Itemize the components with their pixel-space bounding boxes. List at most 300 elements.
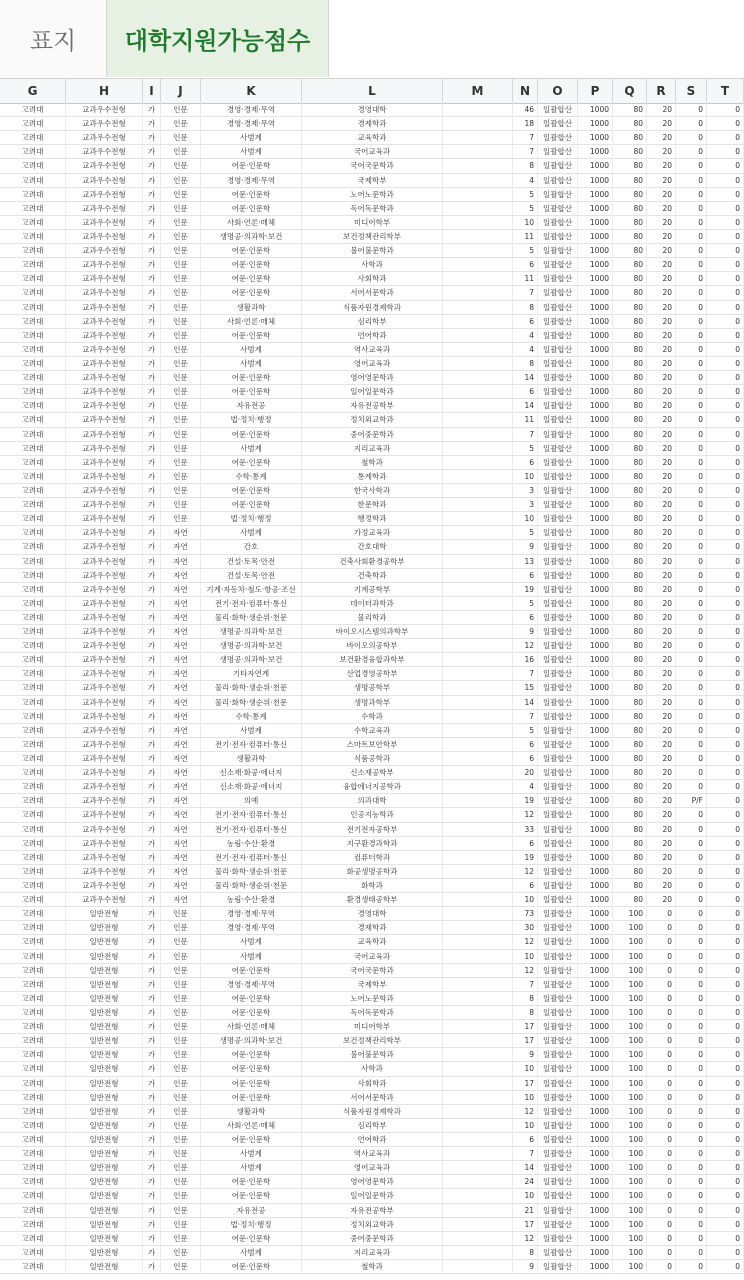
cell-r[interactable]: 20	[647, 766, 676, 780]
cell-i[interactable]: 가	[143, 583, 161, 597]
cell-t[interactable]: 0	[707, 1034, 744, 1048]
cell-k[interactable]: 사회·언론·매체	[201, 216, 302, 230]
cell-n[interactable]: 12	[513, 1232, 538, 1246]
cell-l[interactable]: 철학과	[302, 456, 443, 470]
cell-r[interactable]: 0	[647, 1020, 676, 1034]
cell-p[interactable]: 1000	[578, 1246, 613, 1260]
cell-i[interactable]: 가	[143, 653, 161, 667]
cell-r[interactable]: 0	[647, 1147, 676, 1161]
cell-j[interactable]: 인문	[161, 258, 201, 272]
cell-l[interactable]: 독어독문학과	[302, 202, 443, 216]
cell-q[interactable]: 100	[613, 1260, 647, 1274]
cell-s[interactable]: 0	[676, 1062, 707, 1076]
cell-r[interactable]: 20	[647, 315, 676, 329]
cell-n[interactable]: 12	[513, 865, 538, 879]
cell-j[interactable]: 자연	[161, 583, 201, 597]
cell-q[interactable]: 80	[613, 188, 647, 202]
cell-p[interactable]: 1000	[578, 625, 613, 639]
cell-m[interactable]	[443, 569, 513, 583]
cell-g[interactable]: 고려대	[0, 766, 66, 780]
cell-p[interactable]: 1000	[578, 301, 613, 315]
cell-l[interactable]: 자유전공학부	[302, 1204, 443, 1218]
cell-k[interactable]: 생명공·의과학·보건	[201, 639, 302, 653]
cell-g[interactable]: 고려대	[0, 456, 66, 470]
cell-q[interactable]: 80	[613, 625, 647, 639]
cell-o[interactable]: 일괄합산	[538, 244, 578, 258]
cell-s[interactable]: 0	[676, 159, 707, 173]
cell-i[interactable]: 가	[143, 385, 161, 399]
cell-p[interactable]: 1000	[578, 907, 613, 921]
cell-t[interactable]: 0	[707, 935, 744, 949]
cell-p[interactable]: 1000	[578, 1218, 613, 1232]
cell-i[interactable]: 가	[143, 442, 161, 456]
cell-n[interactable]: 7	[513, 131, 538, 145]
cell-m[interactable]	[443, 823, 513, 837]
cell-g[interactable]: 고려대	[0, 724, 66, 738]
cell-l[interactable]: 영어교육과	[302, 357, 443, 371]
cell-n[interactable]: 8	[513, 1006, 538, 1020]
cell-p[interactable]: 1000	[578, 681, 613, 695]
cell-s[interactable]: 0	[676, 1105, 707, 1119]
cell-i[interactable]: 가	[143, 907, 161, 921]
cell-o[interactable]: 일괄합산	[538, 667, 578, 681]
cell-o[interactable]: 일괄합산	[538, 202, 578, 216]
cell-n[interactable]: 10	[513, 1119, 538, 1133]
cell-r[interactable]: 0	[647, 1260, 676, 1274]
cell-o[interactable]: 일괄합산	[538, 583, 578, 597]
cell-i[interactable]: 가	[143, 357, 161, 371]
cell-m[interactable]	[443, 230, 513, 244]
cell-i[interactable]: 가	[143, 978, 161, 992]
cell-l[interactable]: 행정학과	[302, 512, 443, 526]
cell-s[interactable]: 0	[676, 555, 707, 569]
cell-p[interactable]: 1000	[578, 837, 613, 851]
cell-t[interactable]: 0	[707, 1189, 744, 1203]
cell-g[interactable]: 고려대	[0, 1020, 66, 1034]
cell-m[interactable]	[443, 343, 513, 357]
cell-o[interactable]: 일괄합산	[538, 1034, 578, 1048]
cell-l[interactable]: 영어영문학과	[302, 1175, 443, 1189]
cell-j[interactable]: 자연	[161, 851, 201, 865]
cell-o[interactable]: 일괄합산	[538, 639, 578, 653]
cell-q[interactable]: 100	[613, 1020, 647, 1034]
cell-m[interactable]	[443, 1020, 513, 1034]
cell-j[interactable]: 인문	[161, 456, 201, 470]
cell-q[interactable]: 80	[613, 569, 647, 583]
cell-k[interactable]: 전기·전자·컴퓨터·통신	[201, 738, 302, 752]
cell-q[interactable]: 80	[613, 540, 647, 554]
cell-o[interactable]: 일괄합산	[538, 258, 578, 272]
cell-q[interactable]: 80	[613, 117, 647, 131]
cell-r[interactable]: 20	[647, 865, 676, 879]
cell-o[interactable]: 일괄합산	[538, 456, 578, 470]
cell-n[interactable]: 6	[513, 879, 538, 893]
cell-q[interactable]: 80	[613, 230, 647, 244]
cell-m[interactable]	[443, 1105, 513, 1119]
cell-r[interactable]: 0	[647, 1048, 676, 1062]
cell-h[interactable]: 교과우수전형	[66, 766, 143, 780]
cell-j[interactable]: 자연	[161, 766, 201, 780]
cell-o[interactable]: 일괄합산	[538, 343, 578, 357]
cell-l[interactable]: 컴퓨터학과	[302, 851, 443, 865]
cell-t[interactable]: 0	[707, 1147, 744, 1161]
cell-k[interactable]: 건설·토목·안전	[201, 569, 302, 583]
cell-p[interactable]: 1000	[578, 131, 613, 145]
cell-j[interactable]: 인문	[161, 950, 201, 964]
cell-m[interactable]	[443, 681, 513, 695]
cell-i[interactable]: 가	[143, 272, 161, 286]
cell-g[interactable]: 고려대	[0, 583, 66, 597]
cell-k[interactable]: 신소재·화공·에너지	[201, 766, 302, 780]
cell-m[interactable]	[443, 907, 513, 921]
cell-n[interactable]: 17	[513, 1034, 538, 1048]
cell-t[interactable]: 0	[707, 625, 744, 639]
cell-q[interactable]: 100	[613, 1062, 647, 1076]
cell-s[interactable]: 0	[676, 470, 707, 484]
cell-g[interactable]: 고려대	[0, 1204, 66, 1218]
cell-q[interactable]: 100	[613, 921, 647, 935]
cell-m[interactable]	[443, 1161, 513, 1175]
cell-r[interactable]: 20	[647, 498, 676, 512]
cell-k[interactable]: 생명공·의과학·보건	[201, 230, 302, 244]
cell-j[interactable]: 자연	[161, 681, 201, 695]
cell-j[interactable]: 인문	[161, 145, 201, 159]
cell-r[interactable]: 20	[647, 413, 676, 427]
cell-r[interactable]: 20	[647, 696, 676, 710]
cell-n[interactable]: 6	[513, 611, 538, 625]
cell-h[interactable]: 교과우수전형	[66, 357, 143, 371]
cell-h[interactable]: 교과우수전형	[66, 329, 143, 343]
cell-m[interactable]	[443, 667, 513, 681]
cell-k[interactable]: 사범계	[201, 343, 302, 357]
cell-q[interactable]: 100	[613, 1189, 647, 1203]
cell-s[interactable]: 0	[676, 611, 707, 625]
cell-k[interactable]: 생명공·의과학·보건	[201, 625, 302, 639]
cell-o[interactable]: 일괄합산	[538, 1020, 578, 1034]
cell-g[interactable]: 고려대	[0, 301, 66, 315]
cell-p[interactable]: 1000	[578, 343, 613, 357]
cell-i[interactable]: 가	[143, 752, 161, 766]
cell-r[interactable]: 0	[647, 1105, 676, 1119]
cell-n[interactable]: 8	[513, 159, 538, 173]
cell-j[interactable]: 인문	[161, 992, 201, 1006]
cell-h[interactable]: 교과우수전형	[66, 526, 143, 540]
cell-j[interactable]: 인문	[161, 1034, 201, 1048]
cell-l[interactable]: 정치외교학과	[302, 1218, 443, 1232]
cell-k[interactable]: 어문·인문학	[201, 992, 302, 1006]
cell-q[interactable]: 80	[613, 329, 647, 343]
cell-l[interactable]: 의과대학	[302, 794, 443, 808]
cell-s[interactable]: 0	[676, 174, 707, 188]
cell-l[interactable]: 일어일문학과	[302, 1189, 443, 1203]
cell-t[interactable]: 0	[707, 808, 744, 822]
cell-l[interactable]: 경제학과	[302, 117, 443, 131]
cell-g[interactable]: 고려대	[0, 569, 66, 583]
cell-h[interactable]: 일반전형	[66, 964, 143, 978]
cell-t[interactable]: 0	[707, 583, 744, 597]
cell-n[interactable]: 7	[513, 286, 538, 300]
cell-p[interactable]: 1000	[578, 1034, 613, 1048]
cell-h[interactable]: 교과우수전형	[66, 470, 143, 484]
cell-j[interactable]: 인문	[161, 1048, 201, 1062]
cell-t[interactable]: 0	[707, 1161, 744, 1175]
cell-k[interactable]: 사범계	[201, 935, 302, 949]
cell-j[interactable]: 인문	[161, 202, 201, 216]
cell-o[interactable]: 일괄합산	[538, 808, 578, 822]
cell-m[interactable]	[443, 865, 513, 879]
cell-o[interactable]: 일괄합산	[538, 569, 578, 583]
cell-m[interactable]	[443, 258, 513, 272]
cell-t[interactable]: 0	[707, 329, 744, 343]
cell-o[interactable]: 일괄합산	[538, 794, 578, 808]
cell-s[interactable]: 0	[676, 1077, 707, 1091]
cell-q[interactable]: 100	[613, 907, 647, 921]
cell-n[interactable]: 6	[513, 738, 538, 752]
cell-k[interactable]: 어문·인문학	[201, 258, 302, 272]
cell-o[interactable]: 일괄합산	[538, 131, 578, 145]
cell-t[interactable]: 0	[707, 823, 744, 837]
cell-p[interactable]: 1000	[578, 978, 613, 992]
cell-m[interactable]	[443, 950, 513, 964]
cell-h[interactable]: 교과우수전형	[66, 611, 143, 625]
cell-o[interactable]: 일괄합산	[538, 174, 578, 188]
cell-p[interactable]: 1000	[578, 244, 613, 258]
cell-n[interactable]: 12	[513, 964, 538, 978]
cell-g[interactable]: 고려대	[0, 159, 66, 173]
cell-j[interactable]: 인문	[161, 371, 201, 385]
cell-l[interactable]: 지리교육과	[302, 442, 443, 456]
cell-k[interactable]: 어문·인문학	[201, 964, 302, 978]
cell-n[interactable]: 73	[513, 907, 538, 921]
cell-s[interactable]: 0	[676, 1119, 707, 1133]
cell-i[interactable]: 가	[143, 1204, 161, 1218]
cell-t[interactable]: 0	[707, 272, 744, 286]
cell-o[interactable]: 일괄합산	[538, 611, 578, 625]
cell-n[interactable]: 12	[513, 1105, 538, 1119]
cell-j[interactable]: 인문	[161, 428, 201, 442]
cell-n[interactable]: 17	[513, 1218, 538, 1232]
cell-s[interactable]: 0	[676, 681, 707, 695]
cell-o[interactable]: 일괄합산	[538, 272, 578, 286]
cell-m[interactable]	[443, 964, 513, 978]
cell-t[interactable]: 0	[707, 865, 744, 879]
cell-o[interactable]: 일괄합산	[538, 159, 578, 173]
cell-p[interactable]: 1000	[578, 823, 613, 837]
cell-o[interactable]: 일괄합산	[538, 1232, 578, 1246]
cell-s[interactable]: 0	[676, 780, 707, 794]
cell-r[interactable]: 20	[647, 343, 676, 357]
cell-m[interactable]	[443, 1062, 513, 1076]
cell-n[interactable]: 3	[513, 498, 538, 512]
column-header-i[interactable]: I	[143, 79, 161, 103]
cell-n[interactable]: 30	[513, 921, 538, 935]
cell-j[interactable]: 자연	[161, 752, 201, 766]
cell-p[interactable]: 1000	[578, 371, 613, 385]
cell-o[interactable]: 일괄합산	[538, 230, 578, 244]
cell-r[interactable]: 0	[647, 1204, 676, 1218]
cell-m[interactable]	[443, 131, 513, 145]
cell-n[interactable]: 9	[513, 1260, 538, 1274]
cell-n[interactable]: 10	[513, 470, 538, 484]
cell-t[interactable]: 0	[707, 837, 744, 851]
cell-p[interactable]: 1000	[578, 696, 613, 710]
cell-k[interactable]: 어문·인문학	[201, 1133, 302, 1147]
cell-t[interactable]: 0	[707, 710, 744, 724]
cell-n[interactable]: 13	[513, 555, 538, 569]
cell-q[interactable]: 80	[613, 202, 647, 216]
cell-g[interactable]: 고려대	[0, 357, 66, 371]
cell-p[interactable]: 1000	[578, 667, 613, 681]
cell-j[interactable]: 자연	[161, 837, 201, 851]
cell-i[interactable]: 가	[143, 950, 161, 964]
cell-k[interactable]: 자유전공	[201, 399, 302, 413]
cell-p[interactable]: 1000	[578, 1077, 613, 1091]
cell-m[interactable]	[443, 1034, 513, 1048]
cell-o[interactable]: 일괄합산	[538, 286, 578, 300]
cell-h[interactable]: 교과우수전형	[66, 823, 143, 837]
cell-m[interactable]	[443, 597, 513, 611]
cell-n[interactable]: 7	[513, 978, 538, 992]
cell-q[interactable]: 100	[613, 1091, 647, 1105]
cell-p[interactable]: 1000	[578, 1006, 613, 1020]
cell-s[interactable]: 0	[676, 526, 707, 540]
cell-h[interactable]: 교과우수전형	[66, 555, 143, 569]
cell-k[interactable]: 생명공·의과학·보건	[201, 1034, 302, 1048]
cell-h[interactable]: 일반전형	[66, 1204, 143, 1218]
cell-l[interactable]: 식품자원경제학과	[302, 1105, 443, 1119]
cell-n[interactable]: 8	[513, 301, 538, 315]
cell-p[interactable]: 1000	[578, 766, 613, 780]
cell-q[interactable]: 80	[613, 343, 647, 357]
cell-i[interactable]: 가	[143, 1077, 161, 1091]
cell-j[interactable]: 인문	[161, 1077, 201, 1091]
cell-k[interactable]: 사범계	[201, 724, 302, 738]
column-header-k[interactable]: K	[201, 79, 302, 103]
cell-q[interactable]: 80	[613, 710, 647, 724]
cell-h[interactable]: 일반전형	[66, 1218, 143, 1232]
spreadsheet-grid[interactable]	[0, 103, 744, 1280]
cell-l[interactable]: 바이오시스템의과학부	[302, 625, 443, 639]
cell-l[interactable]: 보건정책관리학부	[302, 1034, 443, 1048]
cell-o[interactable]: 일괄합산	[538, 442, 578, 456]
cell-r[interactable]: 20	[647, 653, 676, 667]
cell-h[interactable]: 교과우수전형	[66, 837, 143, 851]
cell-t[interactable]: 0	[707, 752, 744, 766]
cell-t[interactable]: 0	[707, 117, 744, 131]
cell-g[interactable]: 고려대	[0, 879, 66, 893]
cell-q[interactable]: 80	[613, 794, 647, 808]
cell-l[interactable]: 수학교육과	[302, 724, 443, 738]
cell-q[interactable]: 80	[613, 808, 647, 822]
cell-i[interactable]: 가	[143, 456, 161, 470]
cell-r[interactable]: 0	[647, 1218, 676, 1232]
cell-r[interactable]: 20	[647, 780, 676, 794]
cell-k[interactable]: 물리·화학·생순위·천문	[201, 879, 302, 893]
cell-n[interactable]: 10	[513, 1091, 538, 1105]
cell-h[interactable]: 교과우수전형	[66, 498, 143, 512]
cell-n[interactable]: 12	[513, 808, 538, 822]
cell-i[interactable]: 가	[143, 625, 161, 639]
cell-t[interactable]: 0	[707, 1105, 744, 1119]
cell-i[interactable]: 가	[143, 301, 161, 315]
cell-t[interactable]: 0	[707, 357, 744, 371]
cell-j[interactable]: 인문	[161, 978, 201, 992]
cell-h[interactable]: 교과우수전형	[66, 103, 143, 117]
cell-t[interactable]: 0	[707, 188, 744, 202]
cell-o[interactable]: 일괄합산	[538, 329, 578, 343]
cell-q[interactable]: 80	[613, 258, 647, 272]
cell-o[interactable]: 일괄합산	[538, 950, 578, 964]
cell-k[interactable]: 의예	[201, 794, 302, 808]
cell-h[interactable]: 일반전형	[66, 1133, 143, 1147]
cell-t[interactable]: 0	[707, 879, 744, 893]
cell-j[interactable]: 인문	[161, 1175, 201, 1189]
cell-k[interactable]: 건설·토목·안전	[201, 555, 302, 569]
cell-p[interactable]: 1000	[578, 385, 613, 399]
cell-n[interactable]: 8	[513, 357, 538, 371]
cell-j[interactable]: 자연	[161, 540, 201, 554]
cell-j[interactable]: 인문	[161, 1091, 201, 1105]
cell-i[interactable]: 가	[143, 498, 161, 512]
cell-n[interactable]: 5	[513, 442, 538, 456]
cell-t[interactable]: 0	[707, 1006, 744, 1020]
cell-h[interactable]: 교과우수전형	[66, 597, 143, 611]
cell-t[interactable]: 0	[707, 216, 744, 230]
cell-s[interactable]: 0	[676, 1246, 707, 1260]
cell-m[interactable]	[443, 1204, 513, 1218]
cell-h[interactable]: 교과우수전형	[66, 428, 143, 442]
cell-k[interactable]: 사범계	[201, 1147, 302, 1161]
cell-m[interactable]	[443, 442, 513, 456]
cell-j[interactable]: 인문	[161, 1020, 201, 1034]
cell-s[interactable]: 0	[676, 329, 707, 343]
cell-p[interactable]: 1000	[578, 1175, 613, 1189]
cell-r[interactable]: 0	[647, 950, 676, 964]
cell-o[interactable]: 일괄합산	[538, 696, 578, 710]
cell-j[interactable]: 자연	[161, 738, 201, 752]
cell-s[interactable]: 0	[676, 1006, 707, 1020]
cell-l[interactable]: 건축학과	[302, 569, 443, 583]
cell-o[interactable]: 일괄합산	[538, 484, 578, 498]
cell-t[interactable]: 0	[707, 1204, 744, 1218]
cell-l[interactable]: 경영대학	[302, 907, 443, 921]
cell-l[interactable]: 지리교육과	[302, 1246, 443, 1260]
cell-j[interactable]: 인문	[161, 964, 201, 978]
cell-r[interactable]: 0	[647, 992, 676, 1006]
cell-q[interactable]: 80	[613, 399, 647, 413]
cell-p[interactable]: 1000	[578, 752, 613, 766]
cell-i[interactable]: 가	[143, 964, 161, 978]
cell-p[interactable]: 1000	[578, 1048, 613, 1062]
cell-m[interactable]	[443, 202, 513, 216]
cell-g[interactable]: 고려대	[0, 964, 66, 978]
cell-h[interactable]: 일반전형	[66, 1260, 143, 1274]
cell-i[interactable]: 가	[143, 188, 161, 202]
cell-n[interactable]: 11	[513, 230, 538, 244]
cell-k[interactable]: 수학·통계	[201, 710, 302, 724]
cell-l[interactable]: 건축사회환경공학부	[302, 555, 443, 569]
cell-r[interactable]: 20	[647, 117, 676, 131]
cell-j[interactable]: 인문	[161, 1006, 201, 1020]
cell-t[interactable]: 0	[707, 597, 744, 611]
cell-o[interactable]: 일괄합산	[538, 738, 578, 752]
cell-k[interactable]: 사범계	[201, 131, 302, 145]
cell-l[interactable]: 교육학과	[302, 935, 443, 949]
cell-r[interactable]: 20	[647, 216, 676, 230]
cell-r[interactable]: 20	[647, 823, 676, 837]
cell-i[interactable]: 가	[143, 371, 161, 385]
cell-t[interactable]: 0	[707, 1175, 744, 1189]
